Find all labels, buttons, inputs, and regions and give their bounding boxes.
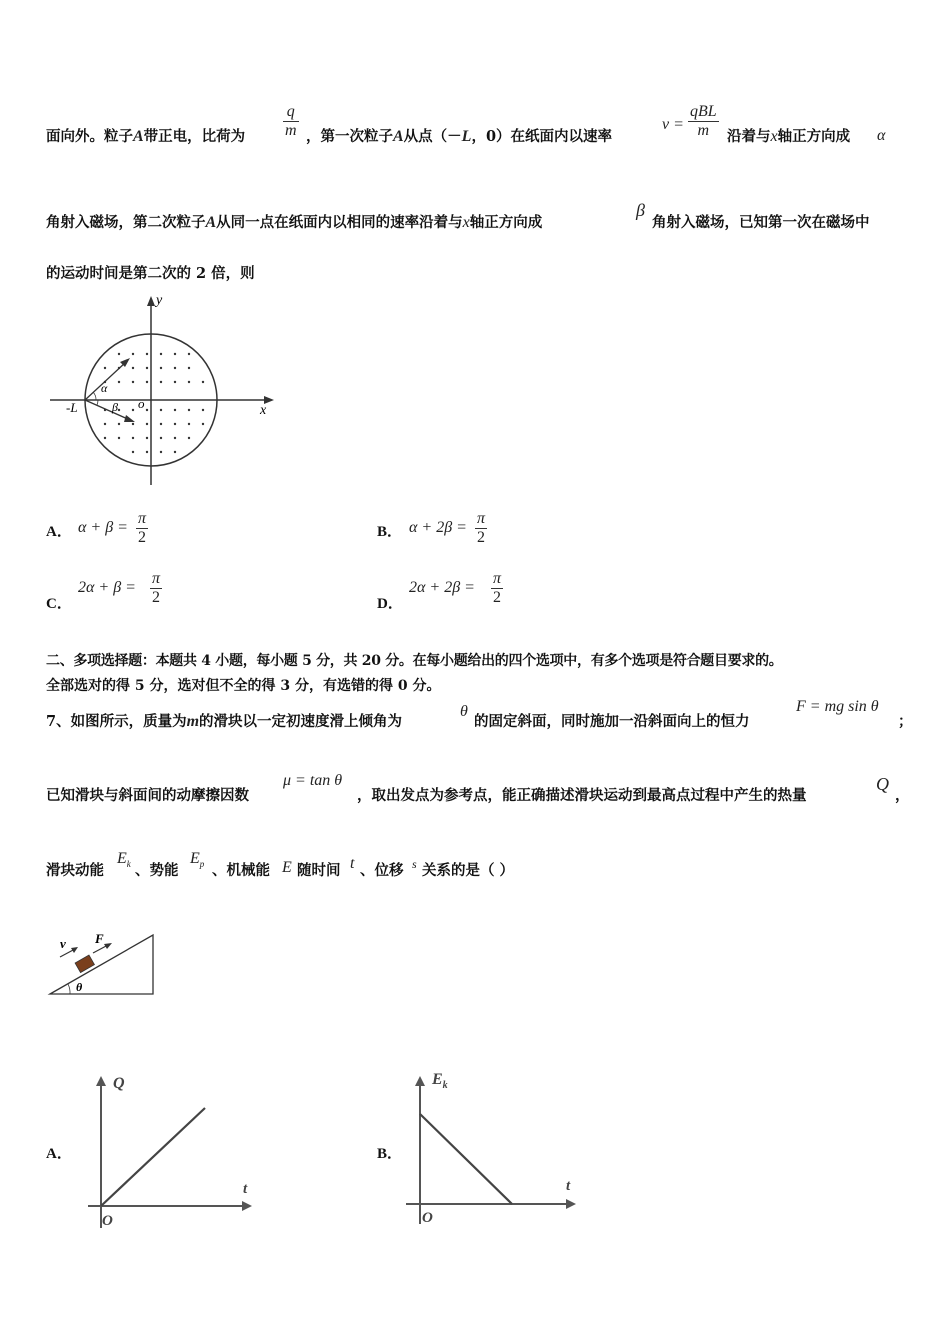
incline-v-label: v — [60, 936, 66, 951]
q6-line3: 的运动时间是第二次的 2 倍，则 — [46, 265, 255, 282]
q7-line1-b: 的固定斜面，同时施加一沿斜面向上的恒力 — [474, 713, 750, 730]
field-dot — [160, 353, 162, 355]
theta-symbol: θ — [460, 703, 468, 720]
beta-label: β — [112, 400, 118, 414]
field-dot — [132, 437, 134, 439]
x-axis-label: x — [260, 403, 267, 418]
q7-line2-end: ， — [895, 787, 910, 804]
mechanical-energy-symbol: E — [282, 859, 292, 876]
graph-b — [400, 1062, 585, 1234]
field-dot — [146, 451, 148, 453]
field-dot — [146, 367, 148, 369]
alpha-label: α — [101, 381, 108, 395]
field-dot — [146, 423, 148, 425]
graph-a — [80, 1068, 260, 1238]
force-formula: F = mg sin θ — [796, 698, 879, 715]
neg-L-label: -L — [66, 400, 78, 415]
field-dot — [132, 423, 134, 425]
q7-line3-d: 随时间 — [297, 862, 341, 879]
q7-line2: 已知滑块与斜面间的动摩擦因数 — [46, 787, 249, 804]
field-dot — [160, 381, 162, 383]
incline-F-label: F — [95, 931, 104, 946]
q7-line3-c: 、机械能 — [212, 862, 270, 879]
field-dot — [118, 423, 120, 425]
graph-a-ylabel: Q — [113, 1075, 125, 1092]
field-dot — [118, 353, 120, 355]
velocity-arrow-beta — [85, 400, 130, 420]
field-dot — [104, 423, 106, 425]
graph-a-line — [101, 1108, 205, 1206]
q7-line3-b: 、势能 — [135, 862, 179, 879]
section2-line1: 二、多项选择题：本题共 4 小题，每小题 5 分，共 20 分。在每小题给出的四个选项中，有多个选项是符合题目要求的。 — [46, 653, 783, 669]
alpha-symbol: α — [877, 127, 886, 144]
speed-fraction: qBL m — [690, 103, 717, 139]
graph-a-x-arrow — [242, 1201, 252, 1211]
alpha-arc — [93, 392, 96, 400]
field-dot — [160, 409, 162, 411]
field-dot — [160, 423, 162, 425]
magnetic-field-figure — [44, 290, 284, 490]
field-dot — [174, 409, 176, 411]
field-dot — [132, 353, 134, 355]
q7-line2-b: ，取出发点为参考点，能正确描述滑块运动到最高点过程中产生的热量 — [357, 787, 807, 804]
field-dot — [202, 381, 204, 383]
field-dot — [174, 451, 176, 453]
origin-label: o — [138, 396, 145, 411]
field-dot — [188, 381, 190, 383]
q6-line1-b: ，第一次粒子A从点（－L，0）在纸面内以速率 — [306, 128, 613, 145]
field-dot — [118, 409, 120, 411]
incline-theta-label: θ — [76, 980, 83, 994]
y-axis-arrow — [147, 296, 155, 306]
graph-a-origin: O — [102, 1213, 113, 1229]
field-dot — [160, 367, 162, 369]
field-dot — [174, 367, 176, 369]
field-dot — [174, 381, 176, 383]
graph-b-label[interactable]: B． — [377, 1146, 403, 1162]
field-dot — [188, 409, 190, 411]
field-dot — [174, 353, 176, 355]
beta-symbol: β — [636, 200, 645, 220]
field-dot — [160, 437, 162, 439]
field-dot — [146, 353, 148, 355]
field-dot — [188, 437, 190, 439]
graph-a-y-arrow — [96, 1076, 106, 1086]
q7-line3-e: 、位移 — [360, 862, 404, 879]
field-dot — [188, 367, 190, 369]
field-dot — [132, 409, 134, 411]
potential-energy-symbol: $E_p$ — [190, 850, 205, 870]
field-dot — [118, 437, 120, 439]
field-dot — [202, 409, 204, 411]
field-dot — [160, 451, 162, 453]
q6-line2: 角射入磁场，第二次粒子A从同一点在纸面内以相同的速率沿着与x轴正方向成 — [46, 214, 543, 231]
field-dot — [104, 367, 106, 369]
field-dot — [132, 367, 134, 369]
field-dot — [132, 451, 134, 453]
time-symbol: t — [350, 855, 355, 872]
field-dot — [118, 381, 120, 383]
graph-a-label[interactable]: A． — [46, 1146, 72, 1162]
graph-b-x-arrow — [566, 1199, 576, 1209]
charge-ratio-fraction: $\frac{q}{m}$ — [285, 103, 297, 139]
graph-b-line — [420, 1114, 512, 1204]
q6-line2-b: 角射入磁场，已知第一次在磁场中 — [652, 214, 870, 231]
theta-arc — [68, 984, 70, 994]
field-dot — [146, 409, 148, 411]
friction-formula: μ = tan θ — [283, 772, 343, 789]
q7-line3: 滑块动能 — [46, 862, 104, 879]
heat-symbol: Q — [876, 774, 889, 794]
q6-line1: 面向外。粒子A带正电，比荷为 — [46, 128, 246, 145]
graph-b-xlabel: t — [566, 1178, 571, 1194]
q7-line1-end: ； — [898, 713, 913, 730]
q6-line1-c: 沿着与x轴正方向成 — [727, 128, 851, 145]
field-dot — [174, 423, 176, 425]
kinetic-energy-symbol: $E_k$ — [117, 850, 131, 870]
field-dot — [174, 437, 176, 439]
field-dot — [132, 381, 134, 383]
field-dot — [188, 353, 190, 355]
speed-lhs: v = — [662, 116, 684, 133]
field-dot — [202, 423, 204, 425]
graph-b-y-arrow — [415, 1076, 425, 1086]
displacement-symbol: s — [412, 857, 417, 871]
graph-b-ylabel: $E_k$ — [432, 1071, 448, 1091]
field-dot — [104, 437, 106, 439]
q7-line3-f: 关系的是（ ） — [422, 862, 515, 879]
incline-figure — [44, 928, 160, 1000]
y-axis-label: y — [156, 293, 163, 308]
graph-b-origin: O — [422, 1210, 433, 1226]
section2-line2: 全部选对的得 5 分，选对但不全的得 3 分，有选错的得 0 分。 — [46, 678, 441, 694]
field-dot — [188, 423, 190, 425]
q7-line1: 7、如图所示，质量为m的滑块以一定初速度滑上倾角为 — [46, 713, 403, 730]
field-dot — [146, 437, 148, 439]
field-dot — [146, 381, 148, 383]
graph-a-xlabel: t — [243, 1181, 248, 1197]
velocity-arrowhead-beta — [124, 415, 135, 422]
